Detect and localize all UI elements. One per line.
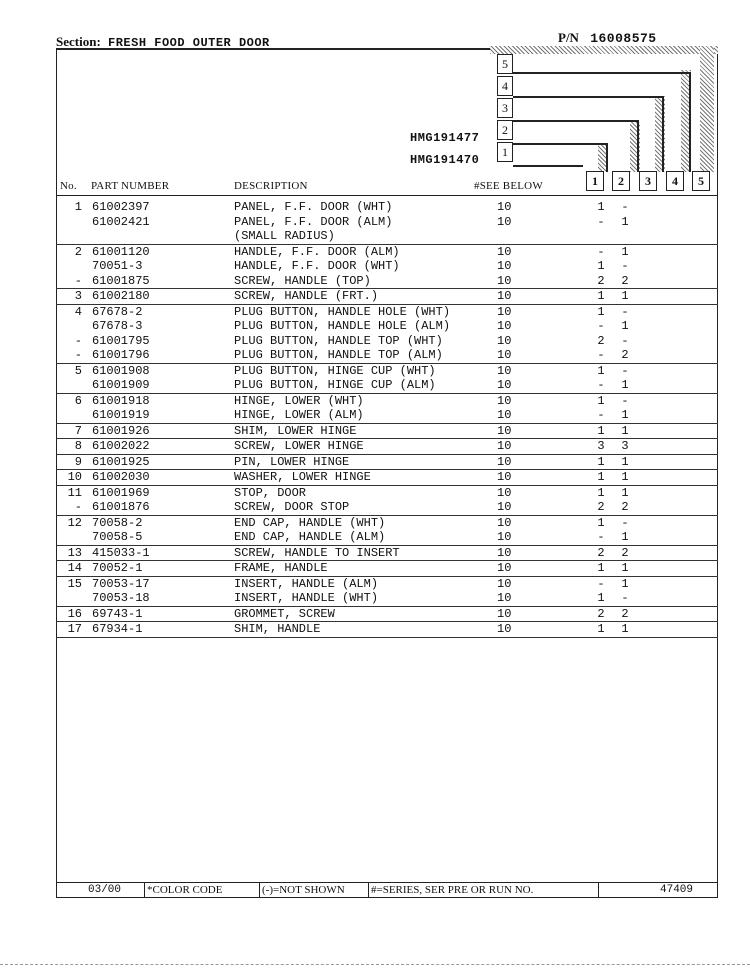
table-row: [56, 215, 718, 230]
series-code: 10: [497, 530, 512, 544]
qty-col-2: 1: [621, 485, 629, 500]
table-row: [56, 577, 718, 592]
part-number: 61001919: [92, 408, 150, 422]
part-number: 61001120: [92, 244, 150, 259]
table-row: [56, 486, 718, 501]
qty-col-header-4: 4: [666, 171, 684, 191]
part-number: 61001969: [92, 485, 150, 500]
description: HINGE, LOWER (WHT): [234, 393, 364, 408]
qty-col-1: -: [597, 319, 605, 333]
series-code: 10: [497, 408, 512, 422]
footer-rule: [56, 882, 718, 883]
item-number: 6: [74, 393, 82, 408]
table-row: [56, 455, 718, 471]
description: PLUG BUTTON, HANDLE HOLE (ALM): [234, 319, 451, 333]
qty-col-1: 1: [597, 304, 605, 319]
series-code: 10: [497, 622, 512, 636]
table-row: [56, 622, 718, 638]
qty-col-1: 1: [597, 259, 605, 273]
table-row: [56, 394, 718, 409]
qty-col-1: -: [597, 244, 605, 259]
qty-col-1: -: [597, 378, 605, 392]
series-code: 10: [497, 423, 512, 438]
description: HANDLE, F.F. DOOR (ALM): [234, 244, 400, 259]
part-number: 70053-17: [92, 576, 150, 591]
series-box-1: 1: [497, 142, 513, 162]
col-header-description: DESCRIPTION: [234, 180, 308, 192]
series-code: 10: [497, 244, 512, 259]
part-number: 70058-5: [92, 530, 143, 544]
description: SCREW, DOOR STOP: [234, 500, 350, 514]
description: SCREW, HANDLE (FRT.): [234, 289, 379, 303]
part-number: 61001925: [92, 454, 150, 469]
series-code: 10: [497, 289, 512, 303]
item-number: 10: [67, 470, 82, 484]
series-code: 10: [497, 591, 512, 605]
footer-divider: [598, 883, 599, 898]
description: HINGE, LOWER (ALM): [234, 408, 364, 422]
series-code: 10: [497, 439, 512, 453]
part-number: 61001926: [92, 423, 150, 438]
item-number: 3: [74, 289, 82, 303]
description: SCREW, LOWER HINGE: [234, 439, 364, 453]
qty-col-1: 1: [597, 622, 605, 636]
bracket-line-3: [513, 120, 638, 122]
series-code: 10: [497, 273, 512, 288]
item-number: 7: [74, 423, 82, 438]
qty-col-header-3: 3: [639, 171, 657, 191]
qty-col-2: 2: [621, 606, 629, 621]
item-number: 15: [67, 576, 82, 591]
col-header-series: #SEE BELOW: [474, 180, 543, 192]
part-number: 69743-1: [92, 606, 143, 621]
qty-col-1: -: [597, 576, 605, 591]
qty-col-1: -: [597, 348, 605, 362]
bracket-line-5: [513, 72, 691, 74]
qty-col-2: 1: [621, 561, 629, 575]
footer-date: 03/00: [88, 884, 122, 896]
model-number-2: HMG191470: [410, 153, 480, 167]
table-row: [56, 319, 718, 334]
qty-col-1: 1: [597, 454, 605, 469]
qty-col-header-2: 2: [612, 171, 630, 191]
qty-col-1: 2: [597, 545, 605, 560]
qty-col-1: 2: [597, 500, 605, 514]
pn-value: 16008575: [590, 31, 657, 46]
qty-col-1: 1: [597, 423, 605, 438]
part-number: 61001909: [92, 378, 150, 392]
table-row: [56, 289, 718, 305]
qty-col-1: 2: [597, 273, 605, 288]
series-code: 10: [497, 561, 512, 575]
table-row: [56, 334, 718, 349]
qty-col-1: 2: [597, 606, 605, 621]
qty-col-2: 1: [621, 244, 629, 259]
qty-col-1: -: [597, 530, 605, 544]
series-code: 10: [497, 545, 512, 560]
qty-col-2: -: [621, 515, 629, 530]
table-row: [56, 516, 718, 531]
part-number: 67678-3: [92, 319, 143, 333]
part-number: 61001796: [92, 348, 150, 362]
item-number: 4: [74, 304, 82, 319]
item-number: 13: [67, 545, 82, 560]
series-box-5: 5: [497, 54, 513, 74]
qty-col-2: -: [621, 259, 629, 273]
table-row: [56, 591, 718, 607]
qty-col-2: 1: [621, 470, 629, 484]
part-number: 61001795: [92, 333, 150, 348]
table-row: [56, 348, 718, 364]
qty-col-1: 1: [597, 485, 605, 500]
qty-col-2: 1: [621, 576, 629, 591]
qty-col-1: 1: [597, 561, 605, 575]
description: STOP, DOOR: [234, 485, 307, 500]
bracket-line-1: [513, 165, 583, 167]
qty-col-2: 1: [621, 622, 629, 636]
series-code: 10: [497, 393, 512, 408]
qty-col-2: 1: [621, 454, 629, 469]
qty-col-2: -: [621, 591, 629, 605]
series-code: 10: [497, 576, 512, 591]
item-number: 5: [74, 363, 82, 378]
description: PIN, LOWER HINGE: [234, 454, 350, 469]
part-number: 70058-2: [92, 515, 143, 530]
description: GROMMET, SCREW: [234, 606, 335, 621]
qty-col-2: -: [621, 363, 629, 378]
part-number: 67934-1: [92, 622, 143, 636]
description: FRAME, HANDLE: [234, 561, 328, 575]
item-number: 12: [67, 515, 82, 530]
bracket-line-4: [513, 96, 663, 98]
series-code: 10: [497, 606, 512, 621]
table-row: [56, 259, 718, 274]
table-row: [56, 439, 718, 455]
qty-col-2: -: [621, 333, 629, 348]
item-number: 11: [67, 485, 82, 500]
qty-col-1: 1: [597, 200, 605, 214]
part-number: 61002397: [92, 200, 150, 214]
item-number: 14: [67, 561, 82, 575]
series-code: 10: [497, 200, 512, 214]
bracket-vline-5: [689, 72, 691, 172]
bracket-vline-3: [637, 120, 639, 172]
part-number: 61002421: [92, 214, 150, 229]
series-code: 10: [497, 319, 512, 333]
description: PLUG BUTTON, HINGE CUP (WHT): [234, 363, 436, 378]
item-number: 16: [67, 606, 82, 621]
qty-col-1: 3: [597, 439, 605, 453]
footer-series-note: #=SERIES, SER PRE OR RUN NO.: [371, 884, 534, 896]
item-number: -: [74, 348, 82, 362]
qty-col-2: 2: [621, 500, 629, 514]
qty-col-1: 1: [597, 515, 605, 530]
table-row: [56, 470, 718, 486]
col-header-no: No.: [60, 180, 77, 192]
description: SHIM, HANDLE: [234, 622, 321, 636]
header-rule: [56, 195, 718, 196]
table-row: [56, 229, 718, 245]
part-number: 70051-3: [92, 259, 143, 273]
series-code: 10: [497, 363, 512, 378]
part-number: 70052-1: [92, 561, 143, 575]
bracket-line-2: [513, 143, 608, 145]
qty-col-1: 2: [597, 333, 605, 348]
series-code: 10: [497, 333, 512, 348]
table-row: [56, 530, 718, 546]
table-row: [56, 546, 718, 562]
qty-col-2: 1: [621, 530, 629, 544]
series-code: 10: [497, 304, 512, 319]
series-code: 10: [497, 470, 512, 484]
stipple-band-col5: [700, 46, 714, 172]
stipple-band-top: [490, 46, 718, 54]
description: PLUG BUTTON, HINGE CUP (ALM): [234, 378, 436, 392]
table-row: [56, 500, 718, 516]
table-row: [56, 607, 718, 623]
qty-col-2: 2: [621, 348, 629, 362]
qty-col-2: 2: [621, 545, 629, 560]
table-row: [56, 408, 718, 424]
qty-col-1: -: [597, 214, 605, 229]
description: PLUG BUTTON, HANDLE TOP (WHT): [234, 333, 443, 348]
series-code: 10: [497, 259, 512, 273]
part-number: 61001875: [92, 273, 150, 288]
section-value: FRESH FOOD OUTER DOOR: [108, 36, 270, 50]
description: END CAP, HANDLE (WHT): [234, 515, 386, 530]
description: PANEL, F.F. DOOR (WHT): [234, 200, 393, 214]
table-row: [56, 561, 718, 577]
parts-table: [56, 200, 718, 638]
qty-col-2: 1: [621, 214, 629, 229]
qty-col-2: 1: [621, 319, 629, 333]
item-number: 1: [74, 200, 82, 214]
qty-col-2: 3: [621, 439, 629, 453]
description: SCREW, HANDLE (TOP): [234, 273, 371, 288]
qty-col-2: 1: [621, 289, 629, 303]
qty-col-2: 1: [621, 408, 629, 422]
part-number: 61001908: [92, 363, 150, 378]
item-number: -: [74, 273, 82, 288]
footer-not-shown: (-)=NOT SHOWN: [262, 884, 345, 896]
description: END CAP, HANDLE (ALM): [234, 530, 386, 544]
qty-col-header-5: 5: [692, 171, 710, 191]
item-number: -: [74, 500, 82, 514]
bracket-vline-4: [662, 96, 664, 172]
qty-col-2: -: [621, 393, 629, 408]
qty-col-2: 2: [621, 273, 629, 288]
qty-col-2: -: [621, 200, 629, 214]
col-header-part-number: PART NUMBER: [91, 180, 170, 192]
qty-col-1: -: [597, 408, 605, 422]
series-box-3: 3: [497, 98, 513, 118]
item-number: -: [74, 333, 82, 348]
description: PLUG BUTTON, HANDLE TOP (ALM): [234, 348, 443, 362]
qty-col-2: 1: [621, 423, 629, 438]
model-number-1: HMG191477: [410, 131, 480, 145]
part-number: 61001918: [92, 393, 150, 408]
series-code: 10: [497, 485, 512, 500]
qty-col-1: 1: [597, 363, 605, 378]
qty-col-1: 1: [597, 591, 605, 605]
series-code: 10: [497, 378, 512, 392]
part-number-header: [558, 30, 657, 46]
part-number: 61001876: [92, 500, 150, 514]
series-box-4: 4: [497, 76, 513, 96]
part-number: 415033-1: [92, 545, 150, 560]
item-number: 17: [67, 622, 82, 636]
part-number: 61002030: [92, 470, 150, 484]
table-row: [56, 364, 718, 379]
description: (SMALL RADIUS): [234, 229, 335, 243]
item-number: 2: [74, 244, 82, 259]
series-code: 10: [497, 454, 512, 469]
description: SHIM, LOWER HINGE: [234, 423, 357, 438]
bracket-vline-2: [606, 143, 608, 172]
part-number: 70053-18: [92, 591, 150, 605]
table-row: [56, 274, 718, 290]
series-code: 10: [497, 500, 512, 514]
qty-col-header-1: 1: [586, 171, 604, 191]
qty-col-1: 1: [597, 393, 605, 408]
description: INSERT, HANDLE (ALM): [234, 576, 379, 591]
qty-col-2: -: [621, 304, 629, 319]
description: PLUG BUTTON, HANDLE HOLE (WHT): [234, 304, 451, 319]
footer-divider: [144, 883, 145, 898]
footer-page-code: 47409: [660, 884, 694, 896]
table-row: [56, 200, 718, 215]
description: WASHER, LOWER HINGE: [234, 470, 371, 484]
description: SCREW, HANDLE TO INSERT: [234, 545, 400, 560]
table-row: [56, 424, 718, 440]
item-number: 8: [74, 439, 82, 453]
series-box-2: 2: [497, 120, 513, 140]
part-number: 61002022: [92, 439, 150, 453]
qty-col-1: 1: [597, 289, 605, 303]
pn-label: P/N: [558, 30, 579, 45]
series-code: 10: [497, 348, 512, 362]
footer-divider: [259, 883, 260, 898]
part-number: 61002180: [92, 289, 150, 303]
table-row: [56, 378, 718, 394]
series-code: 10: [497, 214, 512, 229]
table-row: [56, 305, 718, 320]
item-number: 9: [74, 454, 82, 469]
table-row: [56, 245, 718, 260]
footer-divider: [368, 883, 369, 898]
part-number: 67678-2: [92, 304, 143, 319]
description: PANEL, F.F. DOOR (ALM): [234, 214, 393, 229]
qty-col-2: 1: [621, 378, 629, 392]
description: INSERT, HANDLE (WHT): [234, 591, 379, 605]
qty-col-1: 1: [597, 470, 605, 484]
section-label: Section:: [56, 34, 101, 49]
bottom-edge-line: [0, 964, 750, 965]
footer-color-code: *COLOR CODE: [147, 884, 223, 896]
description: HANDLE, F.F. DOOR (WHT): [234, 259, 400, 273]
series-code: 10: [497, 515, 512, 530]
